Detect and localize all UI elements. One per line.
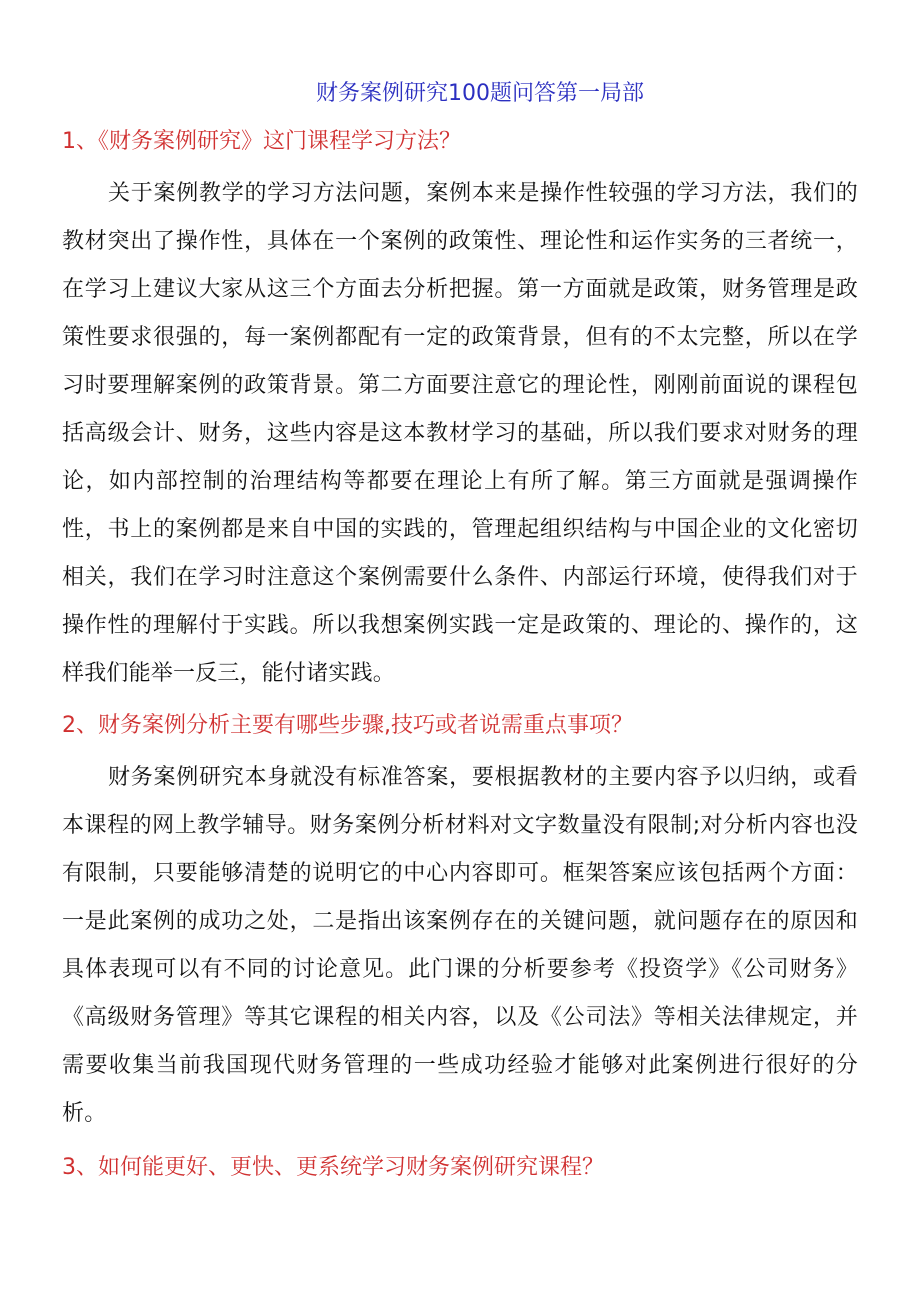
- answer-1: 关于案例教学的学习方法问题，案例本来是操作性较强的学习方法，我们的教材突出了操作性，具体在一个案例的政策性、理论性和运作实务的三者统一，在学习上建议大家从这三个方面去分析把握。第一方面就是政策，财务管理是政策性要求很强的，每一案例都配有一定的政策背景，但有的不太完整，所以在学习时要理解案例的政策背景。第二方面要注意它的理论性，刚刚前面说的课程包括高级会计、财务，这些内容是这本教材学习的基础，所以我们要求对财务的理论，如内部控制的治理结构等都要在理论上有所了解。第三方面就是强调操作性，书上的案例都是来自中国的实践的，管理起组织结构与中国企业的文化密切相关，我们在学习时注意这个案例需要什么条件、内部运行环境，使得我们对于操作性的理解付于实践。所以我想案例实践一定是政策的、理论的、操作的，这样我们能举一反三，能付诸实践。: [62, 181, 858, 686]
- question-2: 2、财务案例分析主要有哪些步骤,技巧或者说需重点事项？: [62, 713, 633, 738]
- question-3: 3、如何能更好、更快、更系统学习财务案例研究课程？: [62, 1155, 604, 1180]
- document-title: 财务案例研究100题问答第一局部: [316, 81, 644, 106]
- answer-2: 财务案例研究本身就没有标准答案，要根据教材的主要内容予以归纳，或看本课程的网上教学辅导。财务案例分析材料对文字数量没有限制;对分析内容也没有限制，只要能够清楚的说明它的中心内容即可。框架答案应该包括两个方面：一是此案例的成功之处，二是指出该案例存在的关键问题，就问题存在的原因和具体表现可以有不同的讨论意见。此门课的分析要参考《投资学》《公司财务》《高级财务管理》等其它课程的相关内容，以及《公司法》等相关法律规定，并需要收集当前我国现代财务管理的一些成功经验才能够对此案例进行很好的分析。: [62, 765, 858, 1126]
- question-1: 1、《财务案例研究》这门课程学习方法？: [62, 129, 461, 154]
